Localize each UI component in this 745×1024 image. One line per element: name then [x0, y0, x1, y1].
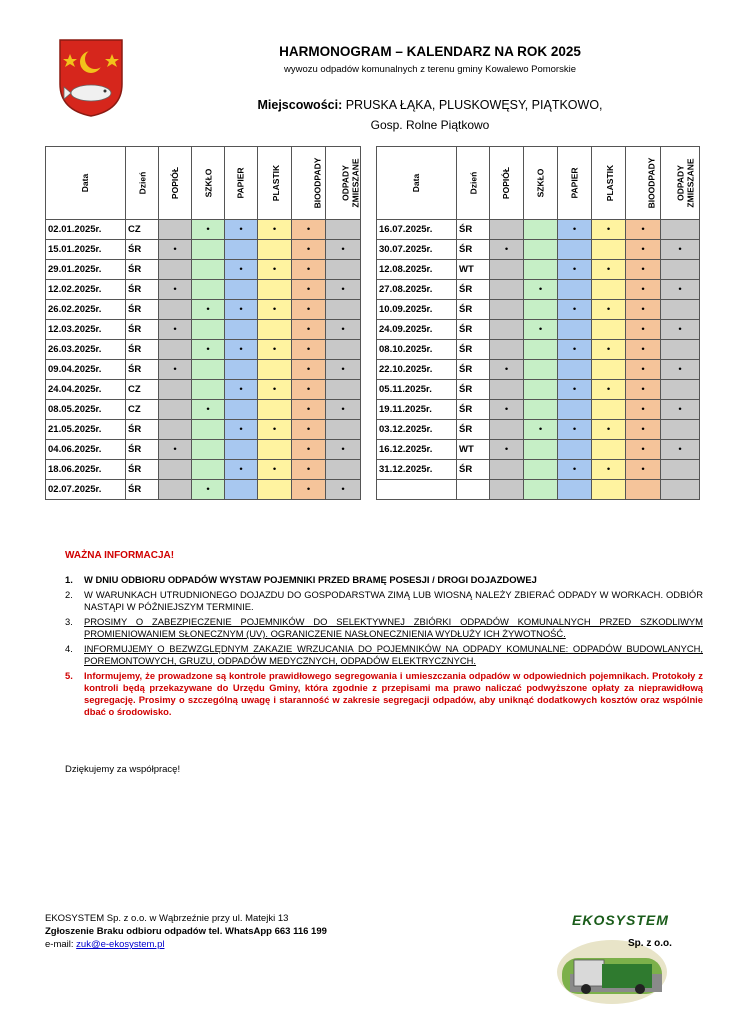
bioodpady-cell: • — [292, 220, 326, 240]
date-cell: 24.09.2025r. — [377, 320, 457, 340]
plastik-cell: • — [592, 380, 626, 400]
date-cell: 30.07.2025r. — [377, 240, 457, 260]
schedule-row — [46, 440, 361, 460]
popiol-cell — [490, 380, 524, 400]
day-cell: ŚR — [457, 420, 490, 440]
szklo-cell: • — [192, 220, 225, 240]
header-plastik: PLASTIK — [592, 147, 626, 220]
bioodpady-cell: • — [292, 240, 326, 260]
szklo-cell — [192, 260, 225, 280]
szklo-cell: • — [524, 320, 558, 340]
schedule-row — [377, 420, 700, 440]
papier-cell — [558, 240, 592, 260]
localities-line — [160, 98, 700, 112]
papier-cell: • — [558, 420, 592, 440]
municipality-crest-logo — [58, 38, 124, 118]
day-cell: ŚR — [126, 340, 159, 360]
schedule-row — [377, 480, 700, 500]
schedule-row — [46, 340, 361, 360]
schedule-row — [377, 340, 700, 360]
day-cell: ŚR — [126, 440, 159, 460]
date-cell: 19.11.2025r. — [377, 400, 457, 420]
papier-cell — [225, 280, 258, 300]
date-cell: 09.04.2025r. — [46, 360, 126, 380]
zmieszane-cell: • — [661, 280, 700, 300]
bioodpady-cell — [626, 480, 661, 500]
papier-cell: • — [225, 380, 258, 400]
schedule-row — [377, 260, 700, 280]
day-cell: ŚR — [457, 400, 490, 420]
day-cell: ŚR — [126, 260, 159, 280]
szklo-cell — [192, 240, 225, 260]
bioodpady-cell: • — [292, 400, 326, 420]
zmieszane-cell — [326, 340, 361, 360]
papier-cell — [225, 320, 258, 340]
plastik-cell — [592, 320, 626, 340]
date-cell: 12.08.2025r. — [377, 260, 457, 280]
popiol-cell — [490, 460, 524, 480]
info-item: 1. W DNIU ODBIORU ODPADÓW WYSTAW POJEMNIKI PRZED BRAMĘ POSESJI / DROGI DOJAZDOWEJ — [65, 574, 537, 585]
papier-cell: • — [558, 260, 592, 280]
header-date: Data — [377, 147, 457, 220]
thanks-text: Dziękujemy za współpracę! — [65, 764, 181, 775]
schedule-row — [46, 380, 361, 400]
localities-value: PRUSKA ŁĄKA, PLUSKOWĘSY, PIĄTKOWO, — [345, 98, 603, 112]
email-link[interactable]: zuk@e-ekosystem.pl — [76, 939, 165, 950]
schedule-row — [377, 300, 700, 320]
complaint-phone: Zgłoszenie Braku odbioru odpadów tel. WhatsApp 663 116 199 — [45, 926, 327, 937]
day-cell: ŚR — [126, 420, 159, 440]
day-cell: ŚR — [126, 360, 159, 380]
company-address: EKOSYSTEM Sp. z o.o. w Wąbrzeźnie przy ul. Matejki 13 — [45, 913, 289, 924]
date-cell: 04.06.2025r. — [46, 440, 126, 460]
plastik-cell — [258, 360, 292, 380]
papier-cell — [225, 360, 258, 380]
header-odpady-zmieszane: ODPADY ZMIESZANE — [326, 147, 361, 220]
date-cell: 26.02.2025r. — [46, 300, 126, 320]
szklo-cell — [524, 440, 558, 460]
schedule-row — [46, 420, 361, 440]
papier-cell — [225, 240, 258, 260]
popiol-cell — [159, 300, 192, 320]
popiol-cell: • — [490, 440, 524, 460]
bioodpady-cell: • — [626, 220, 661, 240]
szklo-cell — [524, 340, 558, 360]
schedule-row — [377, 320, 700, 340]
day-cell: ŚR — [457, 280, 490, 300]
plastik-cell: • — [258, 420, 292, 440]
popiol-cell — [159, 400, 192, 420]
date-cell: 15.01.2025r. — [46, 240, 126, 260]
date-cell: 02.07.2025r. — [46, 480, 126, 500]
date-cell: 08.05.2025r. — [46, 400, 126, 420]
popiol-cell — [490, 320, 524, 340]
day-cell: ŚR — [457, 300, 490, 320]
bioodpady-cell: • — [626, 360, 661, 380]
date-cell — [377, 480, 457, 500]
szklo-cell — [524, 480, 558, 500]
szklo-cell — [192, 320, 225, 340]
papier-cell: • — [225, 460, 258, 480]
szklo-cell — [524, 260, 558, 280]
day-cell: CZ — [126, 380, 159, 400]
plastik-cell: • — [592, 340, 626, 360]
szklo-cell: • — [524, 280, 558, 300]
day-cell: ŚR — [457, 360, 490, 380]
date-cell: 05.11.2025r. — [377, 380, 457, 400]
bioodpady-cell: • — [626, 280, 661, 300]
schedule-row — [377, 380, 700, 400]
popiol-cell: • — [159, 280, 192, 300]
zmieszane-cell: • — [326, 440, 361, 460]
date-cell: 29.01.2025r. — [46, 260, 126, 280]
szklo-cell — [524, 400, 558, 420]
popiol-cell — [490, 420, 524, 440]
popiol-cell: • — [159, 240, 192, 260]
zmieszane-cell: • — [326, 240, 361, 260]
day-cell: ŚR — [457, 320, 490, 340]
bioodpady-cell: • — [292, 340, 326, 360]
header-szklo: SZKŁO — [192, 147, 225, 220]
zmieszane-cell — [661, 380, 700, 400]
info-item: 2. W WARUNKACH UTRUDNIONEGO DOJAZDU DO GOSPODARSTWA ZIMĄ LUB WIOSNĄ NALEŻY ZBIERAĆ ODPADY W WORKACH. ODBIÓR NASTĄPI W PÓŹNIEJSZYM TERMINIE. — [65, 589, 703, 612]
popiol-cell — [159, 260, 192, 280]
schedule-row — [377, 360, 700, 380]
header-papier: PAPIER — [558, 147, 592, 220]
schedule-row — [377, 460, 700, 480]
plastik-cell: • — [592, 220, 626, 240]
plastik-cell: • — [258, 460, 292, 480]
papier-cell — [558, 360, 592, 380]
papier-cell: • — [225, 420, 258, 440]
papier-cell — [558, 440, 592, 460]
header-date: Data — [46, 147, 126, 220]
szklo-cell: • — [192, 400, 225, 420]
day-cell: ŚR — [457, 240, 490, 260]
bioodpady-cell: • — [626, 320, 661, 340]
plastik-cell — [592, 280, 626, 300]
zmieszane-cell: • — [326, 480, 361, 500]
date-cell: 22.10.2025r. — [377, 360, 457, 380]
schedule-row — [46, 360, 361, 380]
szklo-cell — [192, 380, 225, 400]
date-cell: 27.08.2025r. — [377, 280, 457, 300]
date-cell: 21.05.2025r. — [46, 420, 126, 440]
papier-cell — [558, 320, 592, 340]
info-item: 4. INFORMUJEMY O BEZWZGLĘDNYM ZAKAZIE WRZUCANIA DO POJEMNIKÓW NA ODPADY KOMUNALNE: ODPADÓW BUDOWLANYCH, POREMONTOWYCH, GRUZU, ODPADÓW MEDYCZNYCH, ODPADÓW ELEKTRYCZNYCH. — [65, 643, 703, 666]
szklo-cell — [192, 280, 225, 300]
schedule-row — [46, 220, 361, 240]
plastik-cell — [592, 360, 626, 380]
szklo-cell — [524, 220, 558, 240]
page-title: HARMONOGRAM – KALENDARZ NA ROK 2025 — [279, 44, 581, 59]
papier-cell: • — [558, 340, 592, 360]
schedule-table-left — [45, 146, 361, 500]
bioodpady-cell: • — [292, 260, 326, 280]
day-cell: ŚR — [457, 220, 490, 240]
day-cell: WT — [457, 440, 490, 460]
szklo-cell — [524, 460, 558, 480]
email-line: e-mail: zuk@e-ekosystem.pl — [45, 939, 165, 950]
szklo-cell — [524, 360, 558, 380]
plastik-cell: • — [258, 260, 292, 280]
date-cell: 02.01.2025r. — [46, 220, 126, 240]
day-cell: ŚR — [126, 480, 159, 500]
schedule-row — [377, 240, 700, 260]
popiol-cell — [490, 260, 524, 280]
header-szklo: SZKŁO — [524, 147, 558, 220]
bioodpady-cell: • — [626, 460, 661, 480]
plastik-cell — [592, 240, 626, 260]
important-info-heading: WAŻNA INFORMACJA! — [65, 550, 175, 561]
day-cell: CZ — [126, 220, 159, 240]
popiol-cell — [159, 420, 192, 440]
papier-cell — [225, 480, 258, 500]
schedule-row — [377, 280, 700, 300]
szklo-cell: • — [524, 420, 558, 440]
plastik-cell: • — [592, 420, 626, 440]
papier-cell: • — [225, 340, 258, 360]
schedule-row — [46, 400, 361, 420]
zmieszane-cell: • — [326, 320, 361, 340]
plastik-cell: • — [258, 340, 292, 360]
localities-line-2: Gosp. Rolne Piątkowo — [370, 118, 490, 132]
day-cell: ŚR — [126, 460, 159, 480]
header-papier: PAPIER — [225, 147, 258, 220]
date-cell: 16.07.2025r. — [377, 220, 457, 240]
szklo-cell — [192, 360, 225, 380]
day-cell: ŚR — [457, 340, 490, 360]
szklo-cell: • — [192, 340, 225, 360]
date-cell: 31.12.2025r. — [377, 460, 457, 480]
bioodpady-cell: • — [292, 280, 326, 300]
papier-cell: • — [225, 300, 258, 320]
header-popiol: POPIÓŁ — [159, 147, 192, 220]
popiol-cell — [490, 280, 524, 300]
zmieszane-cell — [661, 300, 700, 320]
zmieszane-cell — [661, 260, 700, 280]
zmieszane-cell: • — [326, 280, 361, 300]
bioodpady-cell: • — [292, 420, 326, 440]
schedule-row — [46, 480, 361, 500]
zmieszane-cell — [326, 460, 361, 480]
szklo-cell — [192, 460, 225, 480]
papier-cell — [558, 400, 592, 420]
header-day: Dzień — [457, 147, 490, 220]
papier-cell — [225, 440, 258, 460]
bioodpady-cell: • — [292, 300, 326, 320]
popiol-cell — [490, 220, 524, 240]
papier-cell: • — [225, 220, 258, 240]
bioodpady-cell: • — [292, 480, 326, 500]
popiol-cell — [159, 340, 192, 360]
localities-label: Miejscowości: — [257, 98, 343, 112]
zmieszane-cell — [661, 480, 700, 500]
popiol-cell: • — [159, 360, 192, 380]
plastik-cell: • — [592, 260, 626, 280]
plastik-cell — [258, 280, 292, 300]
plastik-cell: • — [258, 300, 292, 320]
header-popiol: POPIÓŁ — [490, 147, 524, 220]
bioodpady-cell: • — [292, 440, 326, 460]
header-bioodpady: BIOODPADY — [626, 147, 661, 220]
date-cell: 12.02.2025r. — [46, 280, 126, 300]
bioodpady-cell: • — [626, 440, 661, 460]
popiol-cell: • — [490, 400, 524, 420]
schedule-row — [46, 260, 361, 280]
szklo-cell — [524, 240, 558, 260]
header-odpady-zmieszane: ODPADY ZMIESZANE — [661, 147, 700, 220]
info-list — [65, 574, 703, 721]
popiol-cell — [490, 480, 524, 500]
date-cell: 18.06.2025r. — [46, 460, 126, 480]
zmieszane-cell — [326, 420, 361, 440]
papier-cell — [558, 280, 592, 300]
bioodpady-cell: • — [292, 380, 326, 400]
szklo-cell: • — [192, 480, 225, 500]
plastik-cell — [592, 400, 626, 420]
zmieszane-cell: • — [661, 320, 700, 340]
szklo-cell — [524, 300, 558, 320]
papier-cell: • — [558, 300, 592, 320]
popiol-cell: • — [159, 320, 192, 340]
date-cell: 08.10.2025r. — [377, 340, 457, 360]
date-cell: 24.04.2025r. — [46, 380, 126, 400]
zmieszane-cell: • — [326, 360, 361, 380]
day-cell: ŚR — [126, 280, 159, 300]
date-cell: 26.03.2025r. — [46, 340, 126, 360]
popiol-cell — [490, 340, 524, 360]
info-item: 3. PROSIMY O ZABEZPIECZENIE POJEMNIKÓW DO SELEKTYWNEJ ZBIÓRKI ODPADÓW KOMUNALNYCH PRZED SZKODLIWYM PROMIENIOWANIEM SŁONECZNYM (UV). OGRANICZENIE NASŁONECZNIENIA WYDŁUŻY ICH ŻYWOTNOŚĆ. — [65, 616, 703, 639]
szklo-cell — [192, 420, 225, 440]
plastik-cell: • — [258, 380, 292, 400]
popiol-cell — [159, 460, 192, 480]
footer — [45, 912, 327, 951]
bioodpady-cell: • — [626, 300, 661, 320]
popiol-cell — [159, 380, 192, 400]
popiol-cell — [490, 300, 524, 320]
day-cell: ŚR — [126, 320, 159, 340]
day-cell: ŚR — [457, 460, 490, 480]
schedule-row — [46, 460, 361, 480]
popiol-cell: • — [490, 360, 524, 380]
day-cell: ŚR — [457, 380, 490, 400]
bioodpady-cell: • — [292, 460, 326, 480]
papier-cell — [558, 480, 592, 500]
zmieszane-cell — [661, 420, 700, 440]
popiol-cell: • — [159, 440, 192, 460]
papier-cell: • — [225, 260, 258, 280]
szklo-cell — [192, 440, 225, 460]
popiol-cell: • — [490, 240, 524, 260]
plastik-cell — [592, 440, 626, 460]
schedule-row — [46, 320, 361, 340]
zmieszane-cell — [661, 340, 700, 360]
header-bioodpady: BIOODPADY — [292, 147, 326, 220]
plastik-cell: • — [592, 460, 626, 480]
plastik-cell: • — [258, 220, 292, 240]
plastik-cell — [258, 320, 292, 340]
zmieszane-cell — [661, 220, 700, 240]
page-subtitle: wywozu odpadów komunalnych z terenu gminy Kowalewo Pomorskie — [283, 64, 576, 75]
day-cell — [457, 480, 490, 500]
zmieszane-cell: • — [661, 400, 700, 420]
plastik-cell — [258, 440, 292, 460]
bioodpady-cell: • — [626, 400, 661, 420]
date-cell: 10.09.2025r. — [377, 300, 457, 320]
szklo-cell: • — [192, 300, 225, 320]
schedule-row — [46, 280, 361, 300]
plastik-cell — [258, 400, 292, 420]
bioodpady-cell: • — [292, 360, 326, 380]
header-plastik: PLASTIK — [258, 147, 292, 220]
popiol-cell — [159, 220, 192, 240]
bioodpady-cell: • — [626, 420, 661, 440]
header-day: Dzień — [126, 147, 159, 220]
schedule-row — [377, 440, 700, 460]
zmieszane-cell — [326, 220, 361, 240]
bioodpady-cell: • — [626, 380, 661, 400]
schedule-row — [46, 300, 361, 320]
popiol-cell — [159, 480, 192, 500]
zmieszane-cell — [326, 300, 361, 320]
info-item: 5. Informujemy, że prowadzone są kontrole prawidłowego segregowania i umieszczania odpadów w odpowiednich pojemnikach. Protokoły z kontroli będą przekazywane do Urzędu Gminy, która zgodnie z przepisami ma prawo naliczać podwyższone opłaty za nieprawidłową segregację. Prosimy o szczególną uwagę i staranność w zakresie segregacji odpadów, aby uniknąć dodatkowych kosztów oraz wspólnie dbać o środowisko. — [65, 670, 703, 717]
plastik-cell — [592, 480, 626, 500]
logo-subtitle: Sp. z o.o. — [628, 938, 672, 949]
day-cell: ŚR — [126, 240, 159, 260]
papier-cell: • — [558, 380, 592, 400]
papier-cell: • — [558, 220, 592, 240]
day-cell: WT — [457, 260, 490, 280]
plastik-cell — [258, 240, 292, 260]
zmieszane-cell — [326, 380, 361, 400]
date-cell: 12.03.2025r. — [46, 320, 126, 340]
zmieszane-cell — [661, 460, 700, 480]
bioodpady-cell: • — [626, 260, 661, 280]
day-cell: ŚR — [126, 300, 159, 320]
date-cell: 16.12.2025r. — [377, 440, 457, 460]
logo-name: EKOSYSTEM — [572, 912, 669, 928]
zmieszane-cell: • — [661, 440, 700, 460]
szklo-cell — [524, 380, 558, 400]
schedule-table-right — [376, 146, 700, 500]
schedule-row — [377, 400, 700, 420]
bioodpady-cell: • — [626, 340, 661, 360]
papier-cell — [225, 400, 258, 420]
zmieszane-cell: • — [661, 360, 700, 380]
day-cell: CZ — [126, 400, 159, 420]
plastik-cell — [258, 480, 292, 500]
bioodpady-cell: • — [292, 320, 326, 340]
zmieszane-cell: • — [661, 240, 700, 260]
date-cell: 03.12.2025r. — [377, 420, 457, 440]
zmieszane-cell: • — [326, 400, 361, 420]
schedule-row — [46, 240, 361, 260]
plastik-cell: • — [592, 300, 626, 320]
zmieszane-cell — [326, 260, 361, 280]
papier-cell: • — [558, 460, 592, 480]
schedule-row — [377, 220, 700, 240]
bioodpady-cell: • — [626, 240, 661, 260]
